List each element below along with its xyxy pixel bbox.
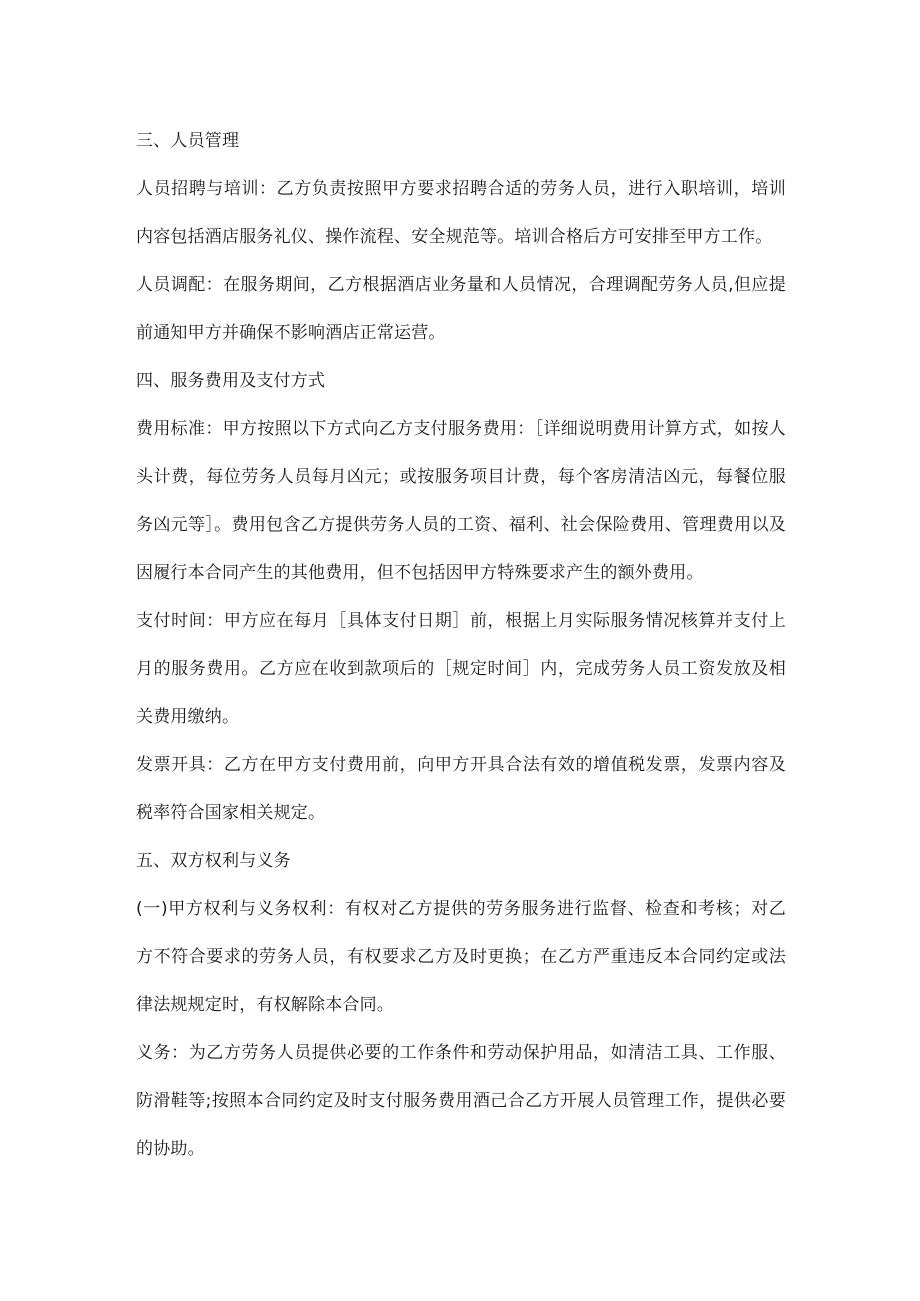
paragraph-invoice: 发票开具：乙方在甲方支付费用前，向甲方开具合法有效的增值税发票，发票内容及税率符合国家相关规定。: [136, 755, 786, 823]
section-heading-personnel: 三、人员管理: [136, 131, 240, 151]
paragraph-party-a-obligations: 义务：为乙方劳务人员提供必要的工作条件和劳动保护用品，如清洁工具、工作服、防滑鞋等;按照本合同约定及时支付服务费用酒己合乙方开展人员管理工作，提供必要的协助。: [136, 1043, 786, 1159]
paragraph-payment-time: 支付时间：甲方应在每月［具体支付日期］前，根据上月实际服务情况核算并支付上月的服务费用。乙方应在收到款项后的［规定时间］内，完成劳务人员工资发放及相关费用缴纳。: [136, 611, 786, 727]
section-heading-fees: 四、服务费用及支付方式: [136, 371, 326, 391]
section-heading-rights-obligations: 五、双方权利与义务: [136, 851, 291, 871]
paragraph-recruitment-training: 人员招聘与培训：乙方负责按照甲方要求招聘合适的劳务人员，进行入职培训，培训内容包括酒店服务礼仪、操作流程、安全规范等。培训合格后方可安排至甲方工作。: [136, 179, 786, 247]
paragraph-party-a-rights: (一)甲方权利与义务权利：有权对乙方提供的劳务服务进行监督、检查和考核；对乙方不符合要求的劳务人员，有权要求乙方及时更换；在乙方严重违反本合同约定或法律法规规定时，有权解除本合同。: [136, 899, 786, 1015]
document-body: [136, 117, 786, 1173]
paragraph-staff-allocation: 人员调配：在服务期间，乙方根据酒店业务量和人员情况，合理调配劳务人员,但应提前通知甲方并确保不影响酒店正常运营。: [136, 275, 786, 343]
paragraph-fee-standard: 费用标准：甲方按照以下方式向乙方支付服务费用：［详细说明费用计算方式，如按人头计费，每位劳务人员每月凶元；或按服务项目计费，每个客房清洁凶元，每餐位服务凶元等］。费用包含乙方提供劳务人员的工资、福利、社会保险费用、管理费用以及因履行本合同产生的其他费用，但不包括因甲方特殊要求产生的额外费用。: [136, 419, 786, 583]
